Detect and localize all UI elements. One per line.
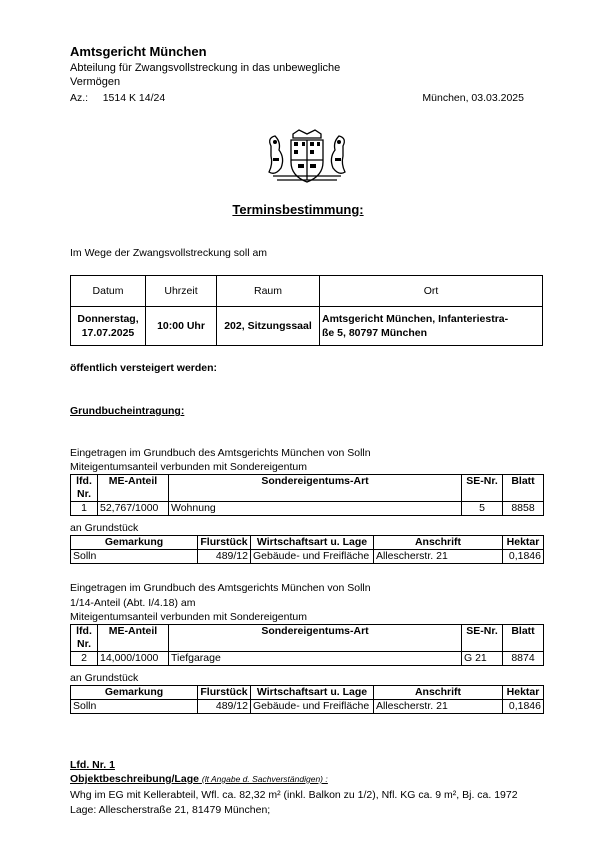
termin-place-line2: ße 5, 80797 München <box>322 327 428 339</box>
col-wirtschaftsart: Wirtschaftsart u. Lage <box>251 686 374 700</box>
table-row <box>71 700 544 714</box>
cell-se-art: Wohnung <box>169 502 462 516</box>
object-heading-note: (lt Angabe d. Sachverständigen) : <box>201 774 328 784</box>
object-description-heading <box>70 773 328 785</box>
table-row <box>71 550 544 564</box>
entry2-plot-label: an Grundstück <box>70 672 139 684</box>
cell-lfd-nr: 1 <box>71 502 98 516</box>
cell-wirtschaftsart: Gebäude- und Freifläche <box>251 550 374 564</box>
entry1-share-table <box>70 474 544 516</box>
header-raum: Raum <box>217 276 320 307</box>
bavarian-coat-of-arms-icon <box>263 128 351 186</box>
col-me-anteil: ME-Anteil <box>98 475 169 502</box>
cell-anschrift: Allescherstr. 21 <box>374 700 503 714</box>
col-hektar: Hektar <box>503 536 544 550</box>
lfd-nr-heading: Lfd. Nr. 1 <box>70 759 115 771</box>
col-blatt: Blatt <box>503 625 544 652</box>
place-date: München, 03.03.2025 <box>422 92 524 104</box>
header-ort: Ort <box>320 276 543 307</box>
cell-blatt: 8858 <box>503 502 544 516</box>
table-row <box>71 652 544 666</box>
col-hektar: Hektar <box>503 686 544 700</box>
cell-hektar: 0,1846 <box>503 550 544 564</box>
department: Abteilung für Zwangsvollstreckung in das unbewegliche Vermögen <box>70 62 341 88</box>
col-me-anteil: ME-Anteil <box>98 625 169 652</box>
entry1-plot-label: an Grundstück <box>70 522 139 534</box>
cell-blatt: 8874 <box>503 652 544 666</box>
cell-me-anteil: 52,767/1000 <box>98 502 169 516</box>
entry1-register-line: Eingetragen im Grundbuch des Amtsgerichts München von Solln <box>70 447 371 459</box>
col-anschrift: Anschrift <box>374 686 503 700</box>
termin-date-value: 17.07.2025 <box>81 327 135 339</box>
file-number <box>70 92 165 104</box>
cell-flurstueck: 489/12 <box>198 700 251 714</box>
col-gemarkung: Gemarkung <box>71 536 198 550</box>
termin-room: 202, Sitzungssaal <box>217 307 320 346</box>
termin-place-line1: Amtsgericht München, Infanteriestra- <box>322 313 509 325</box>
cell-wirtschaftsart: Gebäude- und Freifläche <box>251 700 374 714</box>
land-register-heading: Grundbucheintragung: <box>70 405 185 417</box>
termin-table <box>70 275 543 346</box>
col-gemarkung: Gemarkung <box>71 686 198 700</box>
cell-anschrift: Allescherstr. 21 <box>374 550 503 564</box>
termin-time: 10:00 Uhr <box>146 307 217 346</box>
termin-date-day: Donnerstag, <box>77 313 139 325</box>
court-name: Amtsgericht München <box>70 44 207 59</box>
entry2-share-table <box>70 624 544 666</box>
header-datum: Datum <box>71 276 146 307</box>
cell-hektar: 0,1846 <box>503 700 544 714</box>
object-description-line2: Lage: Allescherstraße 21, 81479 München; <box>70 804 271 816</box>
cell-lfd-nr: 2 <box>71 652 98 666</box>
termin-place <box>320 307 543 346</box>
object-description-line1: Whg im EG mit Kellerabteil, Wfl. ca. 82,32 m² (inkl. Balkon zu 1/2), Nfl. KG ca. 9 m², Bj. ca. 1972 <box>70 789 518 801</box>
object-heading-text: Objektbeschreibung/Lage <box>70 773 199 785</box>
auction-statement: öffentlich versteigert werden: <box>70 362 218 374</box>
cell-se-art: Tiefgarage <box>169 652 462 666</box>
az-label: Az.: <box>70 92 89 104</box>
col-se-nr: SE-Nr. <box>462 475 503 502</box>
col-se-art: Sondereigentums-Art <box>169 625 462 652</box>
cell-se-nr: G 21 <box>462 652 503 666</box>
col-blatt: Blatt <box>503 475 544 502</box>
col-se-nr: SE-Nr. <box>462 625 503 652</box>
entry2-register-line: Eingetragen im Grundbuch des Amtsgerichts München von Solln <box>70 582 371 594</box>
table-row <box>71 502 544 516</box>
page-title: Terminsbestimmung: <box>232 202 364 217</box>
header-uhrzeit: Uhrzeit <box>146 276 217 307</box>
col-lfd-nr: lfd. Nr. <box>71 625 98 652</box>
col-flurstueck: Flurstück <box>198 686 251 700</box>
intro-text: Im Wege der Zwangsvollstreckung soll am <box>70 247 268 259</box>
cell-se-nr: 5 <box>462 502 503 516</box>
az-value: 1514 K 14/24 <box>102 92 166 104</box>
cell-gemarkung: Solln <box>71 550 198 564</box>
entry1-share-line: Miteigentumsanteil verbunden mit Sondereigentum <box>70 461 307 473</box>
termin-date <box>71 307 146 346</box>
entry2-fraction-line: 1/14-Anteil (Abt. I/4.18) am <box>70 597 196 609</box>
col-se-art: Sondereigentums-Art <box>169 475 462 502</box>
col-lfd-nr: lfd. Nr. <box>71 475 98 502</box>
col-wirtschaftsart: Wirtschaftsart u. Lage <box>251 536 374 550</box>
cell-me-anteil: 14,000/1000 <box>98 652 169 666</box>
cell-gemarkung: Solln <box>71 700 198 714</box>
cell-flurstueck: 489/12 <box>198 550 251 564</box>
object-description <box>70 788 550 818</box>
entry1-plot-table <box>70 535 544 564</box>
col-anschrift: Anschrift <box>374 536 503 550</box>
entry2-plot-table <box>70 685 544 714</box>
col-flurstueck: Flurstück <box>198 536 251 550</box>
entry2-share-line: Miteigentumsanteil verbunden mit Sondereigentum <box>70 611 307 623</box>
